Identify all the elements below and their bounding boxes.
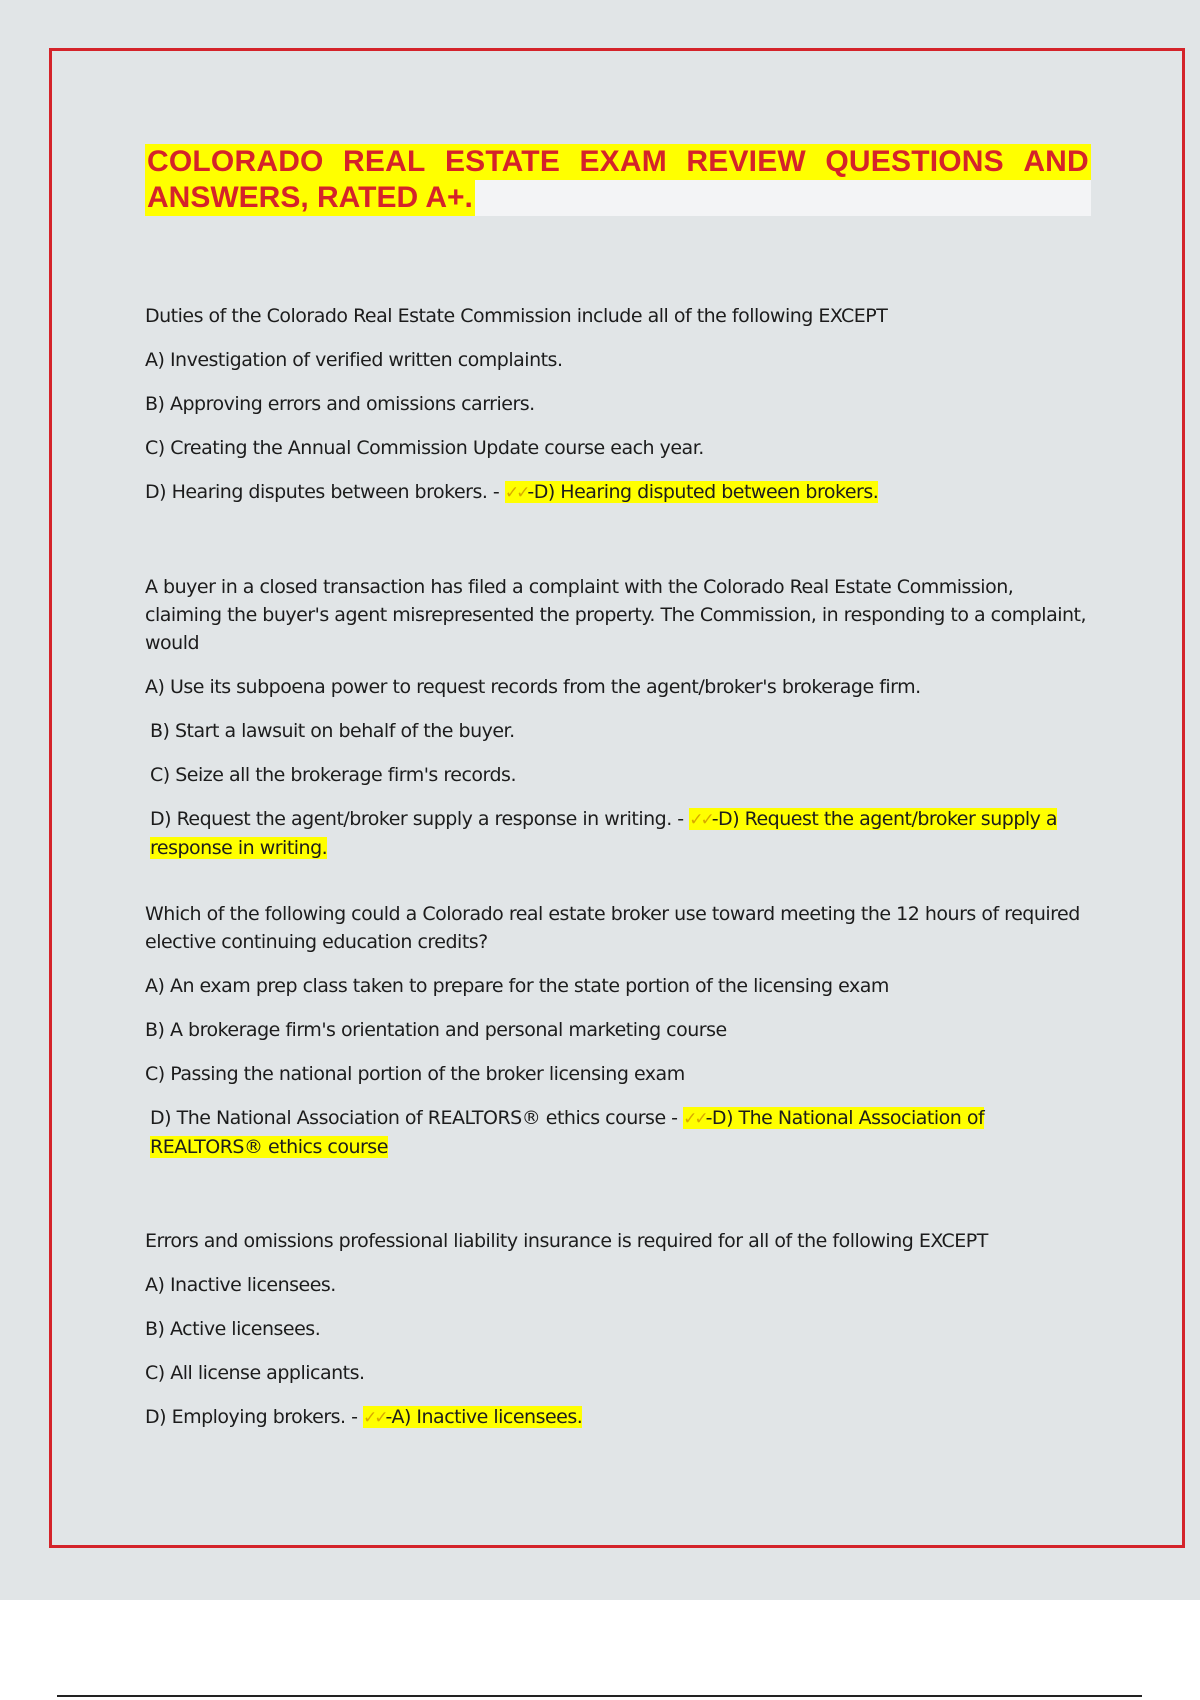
answer-option-a: A) An exam prep class taken to prepare for the state portion of the licensing exam <box>145 975 889 997</box>
answer-option-c: C) Seize all the brokerage firm's records. <box>150 764 516 786</box>
title-word: EXAM <box>579 145 667 178</box>
title-line-1 <box>145 144 1091 180</box>
answer-option-c: C) All license applicants. <box>145 1362 365 1384</box>
answer-option-d-text: D) Employing brokers. - <box>145 1406 364 1428</box>
double-check-icon: ✓✓ <box>363 1408 386 1428</box>
answer-option-c: C) Creating the Annual Commission Update course each year. <box>145 437 704 459</box>
title-word: COLORADO <box>147 145 324 178</box>
document-title <box>145 144 1091 216</box>
title-line-2-filler <box>475 180 1091 216</box>
title-word: REVIEW <box>686 145 806 178</box>
answer-option-d <box>145 1403 1090 1432</box>
question-block-4 <box>145 1227 1090 1448</box>
answer-option-a: A) Investigation of verified written complaints. <box>145 349 563 371</box>
answer-option-a: A) Inactive licensees. <box>145 1274 336 1296</box>
double-check-icon: ✓✓ <box>504 483 528 503</box>
correct-answer-text: -D) Hearing disputed between brokers. <box>527 481 879 503</box>
question-block-3 <box>145 900 1090 1177</box>
double-check-icon: ✓✓ <box>683 1109 706 1129</box>
double-check-icon: ✓✓ <box>689 810 712 830</box>
answer-option-d-text: D) Hearing disputes between brokers. - <box>145 481 505 503</box>
answer-option-d <box>145 478 1090 507</box>
answer-option-b: B) A brokerage firm's orientation and personal marketing course <box>145 1019 727 1041</box>
question-prompt: Errors and omissions professional liability insurance is required for all of the following EXCEPT <box>145 1230 988 1252</box>
footer-divider <box>57 1695 1142 1697</box>
answer-option-b: B) Active licensees. <box>145 1318 321 1340</box>
answer-option-d-text: D) The National Association of REALTORS® ethics course - <box>150 1107 684 1129</box>
correct-answer-highlight <box>505 481 878 503</box>
title-line-2-row <box>145 180 1091 216</box>
answer-option-d <box>145 805 1090 862</box>
answer-option-c: C) Passing the national portion of the broker licensing exam <box>145 1063 685 1085</box>
title-word: QUESTIONS <box>825 145 1004 178</box>
question-block-2 <box>145 573 1090 878</box>
answer-option-b: B) Approving errors and omissions carriers. <box>145 393 535 415</box>
title-word: AND <box>1023 145 1089 178</box>
question-prompt: Duties of the Colorado Real Estate Commission include all of the following EXCEPT <box>145 305 888 327</box>
correct-answer-text: -A) Inactive licensees. <box>385 1406 583 1428</box>
question-prompt: A buyer in a closed transaction has filed a complaint with the Colorado Real Estate Commission, claiming the buyer's agent misrepresented the property. The Commission, in responding to a complaint, would <box>145 576 1087 654</box>
title-line-2: ANSWERS, RATED A+. <box>147 181 473 214</box>
correct-answer-text: -D) Request the agent/broker supply a response in writing. <box>150 808 1058 859</box>
answer-option-b: B) Start a lawsuit on behalf of the buyer. <box>150 720 515 742</box>
correct-answer-highlight <box>363 1406 582 1428</box>
correct-answer-text: -D) The National Association of REALTORS® ethics course <box>150 1107 985 1158</box>
title-word: REAL <box>343 145 426 178</box>
answer-option-d <box>145 1104 1090 1161</box>
answer-option-d-text: D) Request the agent/broker supply a response in writing. - <box>150 808 690 830</box>
question-prompt: Which of the following could a Colorado real estate broker use toward meeting the 12 hours of required elective continuing education credits? <box>145 903 1080 953</box>
title-word: ESTATE <box>444 145 561 178</box>
answer-option-a: A) Use its subpoena power to request records from the agent/broker's brokerage firm. <box>145 676 921 698</box>
question-block-1 <box>145 302 1090 523</box>
